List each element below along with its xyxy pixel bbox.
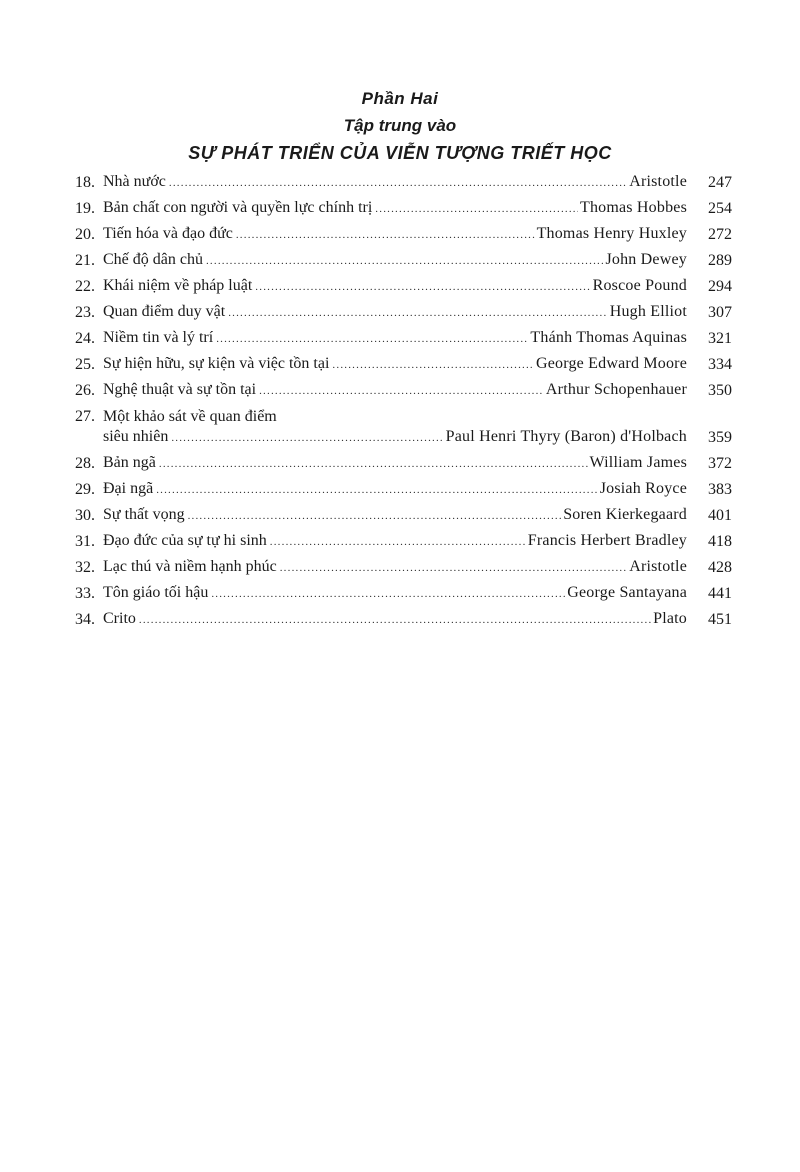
toc-entry bbox=[72, 406, 732, 453]
dot-leader bbox=[139, 609, 651, 631]
entry-title: Tôn giáo tối hậu bbox=[103, 584, 209, 601]
entry-line bbox=[103, 504, 687, 527]
toc-entry bbox=[72, 380, 732, 406]
entry-title: Tiến hóa và đạo đức bbox=[103, 225, 233, 242]
dot-leader bbox=[171, 427, 443, 449]
dot-leader bbox=[280, 557, 627, 579]
toc-entry bbox=[72, 224, 732, 250]
dot-leader bbox=[216, 328, 528, 350]
entry-title: Nghệ thuật và sự tồn tại bbox=[103, 381, 257, 398]
entry-page-number: 451 bbox=[708, 611, 732, 628]
entry-title: Crito bbox=[103, 610, 136, 627]
dot-leader bbox=[270, 531, 526, 553]
entry-author: Plato bbox=[653, 610, 687, 627]
entry-line bbox=[103, 353, 687, 376]
dot-leader bbox=[332, 354, 534, 376]
entry-author: Hugh Elliot bbox=[609, 303, 687, 320]
entry-page-number: 254 bbox=[708, 200, 732, 217]
entry-page-number: 321 bbox=[708, 330, 732, 347]
toc-entry bbox=[72, 609, 732, 635]
dot-leader bbox=[375, 198, 578, 220]
entry-page-number: 334 bbox=[708, 356, 732, 373]
entry-number: 26. bbox=[75, 382, 95, 399]
toc-entry bbox=[72, 172, 732, 198]
entry-number: 23. bbox=[75, 304, 95, 321]
entry-author: John Dewey bbox=[605, 251, 687, 268]
toc-entry bbox=[72, 557, 732, 583]
dot-leader bbox=[156, 479, 598, 501]
entry-author: Soren Kierkegaard bbox=[563, 506, 687, 523]
entry-page-number: 401 bbox=[708, 507, 732, 524]
entry-number: 24. bbox=[75, 330, 95, 347]
toc-entry bbox=[72, 531, 732, 557]
entry-author: Arthur Schopenhauer bbox=[545, 381, 687, 398]
entry-title: Niềm tin và lý trí bbox=[103, 329, 214, 346]
entry-line bbox=[103, 556, 687, 579]
entry-title: Một khảo sát về quan điểm bbox=[103, 408, 277, 425]
entry-line bbox=[103, 426, 687, 449]
toc-entry bbox=[72, 302, 732, 328]
entry-line bbox=[103, 223, 687, 246]
entry-line bbox=[103, 301, 687, 324]
toc-entry bbox=[72, 505, 732, 531]
entry-number: 30. bbox=[75, 507, 95, 524]
entry-author: Paul Henri Thyry (Baron) d'Holbach bbox=[445, 428, 687, 445]
entry-page-number: 359 bbox=[708, 429, 732, 446]
entry-author: George Santayana bbox=[567, 584, 687, 601]
entry-title: Lạc thú và niềm hạnh phúc bbox=[103, 558, 277, 575]
entry-number: 27. bbox=[75, 408, 95, 425]
table-of-contents bbox=[72, 172, 732, 635]
toc-entry bbox=[72, 250, 732, 276]
entry-line bbox=[103, 452, 687, 475]
entry-author: Aristotle bbox=[629, 173, 687, 190]
entry-author: Thomas Hobbes bbox=[579, 199, 687, 216]
entry-author: Thánh Thomas Aquinas bbox=[530, 329, 687, 346]
entry-title: Bản chất con người và quyền lực chính trị bbox=[103, 199, 373, 216]
entry-number: 33. bbox=[75, 585, 95, 602]
entry-author: Josiah Royce bbox=[599, 480, 687, 497]
entry-number: 29. bbox=[75, 481, 95, 498]
entry-number: 21. bbox=[75, 252, 95, 269]
entry-line bbox=[103, 171, 687, 194]
entry-page-number: 372 bbox=[708, 455, 732, 472]
dot-leader bbox=[169, 172, 627, 194]
entry-line bbox=[103, 197, 687, 220]
toc-entry bbox=[72, 328, 732, 354]
dot-leader bbox=[255, 276, 590, 298]
entry-page-number: 418 bbox=[708, 533, 732, 550]
entry-number: 20. bbox=[75, 226, 95, 243]
entry-title-continued: siêu nhiên bbox=[103, 428, 169, 445]
entry-author: Thomas Henry Huxley bbox=[536, 225, 687, 242]
entry-page-number: 428 bbox=[708, 559, 732, 576]
entry-page-number: 294 bbox=[708, 278, 732, 295]
entry-line bbox=[103, 582, 687, 605]
entry-title: Đạo đức của sự tự hi sinh bbox=[103, 532, 267, 549]
toc-entry bbox=[72, 354, 732, 380]
entry-page-number: 441 bbox=[708, 585, 732, 602]
entry-title: Sự thất vọng bbox=[103, 506, 185, 523]
entry-title: Chế độ dân chủ bbox=[103, 251, 203, 268]
entry-line bbox=[103, 249, 687, 272]
entry-number: 22. bbox=[75, 278, 95, 295]
entry-number: 19. bbox=[75, 200, 95, 217]
entry-number: 31. bbox=[75, 533, 95, 550]
dot-leader bbox=[211, 583, 565, 605]
entry-author: Roscoe Pound bbox=[592, 277, 687, 294]
entry-number: 32. bbox=[75, 559, 95, 576]
entry-title: Khái niệm về pháp luật bbox=[103, 277, 253, 294]
part-subtitle: Tập trung vào bbox=[343, 116, 457, 135]
entry-number: 34. bbox=[75, 611, 95, 628]
dot-leader bbox=[236, 224, 535, 246]
entry-title: Đại ngã bbox=[103, 480, 154, 497]
entry-title: Quan điểm duy vật bbox=[103, 303, 226, 320]
toc-entry bbox=[72, 276, 732, 302]
entry-number: 25. bbox=[75, 356, 95, 373]
dot-leader bbox=[206, 250, 603, 272]
entry-title: Bản ngã bbox=[103, 454, 156, 471]
dot-leader bbox=[259, 380, 544, 402]
toc-entry bbox=[72, 479, 732, 505]
entry-line bbox=[103, 275, 687, 298]
dot-leader bbox=[228, 302, 607, 324]
toc-entry bbox=[72, 583, 732, 609]
part-heading: Phần Hai bbox=[361, 89, 439, 108]
dot-leader bbox=[188, 505, 562, 527]
entry-title: Sự hiện hữu, sự kiện và việc tồn tại bbox=[103, 355, 330, 372]
entry-number: 28. bbox=[75, 455, 95, 472]
entry-line bbox=[103, 327, 687, 350]
toc-entry bbox=[72, 198, 732, 224]
entry-page-number: 383 bbox=[708, 481, 732, 498]
toc-entry bbox=[72, 453, 732, 479]
entry-page-number: 247 bbox=[708, 174, 732, 191]
entry-author: Francis Herbert Bradley bbox=[527, 532, 687, 549]
entry-title: Nhà nước bbox=[103, 173, 166, 190]
entry-author: William James bbox=[589, 454, 687, 471]
entry-page-number: 272 bbox=[708, 226, 732, 243]
entry-author: Aristotle bbox=[629, 558, 687, 575]
entry-line bbox=[103, 478, 687, 501]
entry-page-number: 307 bbox=[708, 304, 732, 321]
dot-leader bbox=[159, 453, 588, 475]
entry-number: 18. bbox=[75, 174, 95, 191]
entry-line bbox=[103, 530, 687, 553]
entry-line bbox=[103, 379, 687, 402]
entry-line bbox=[103, 608, 687, 631]
entry-author: George Edward Moore bbox=[535, 355, 687, 372]
part-title: SỰ PHÁT TRIỂN CỦA VIỄN TƯỢNG TRIẾT HỌC bbox=[188, 143, 612, 163]
entry-page-number: 289 bbox=[708, 252, 732, 269]
entry-page-number: 350 bbox=[708, 382, 732, 399]
